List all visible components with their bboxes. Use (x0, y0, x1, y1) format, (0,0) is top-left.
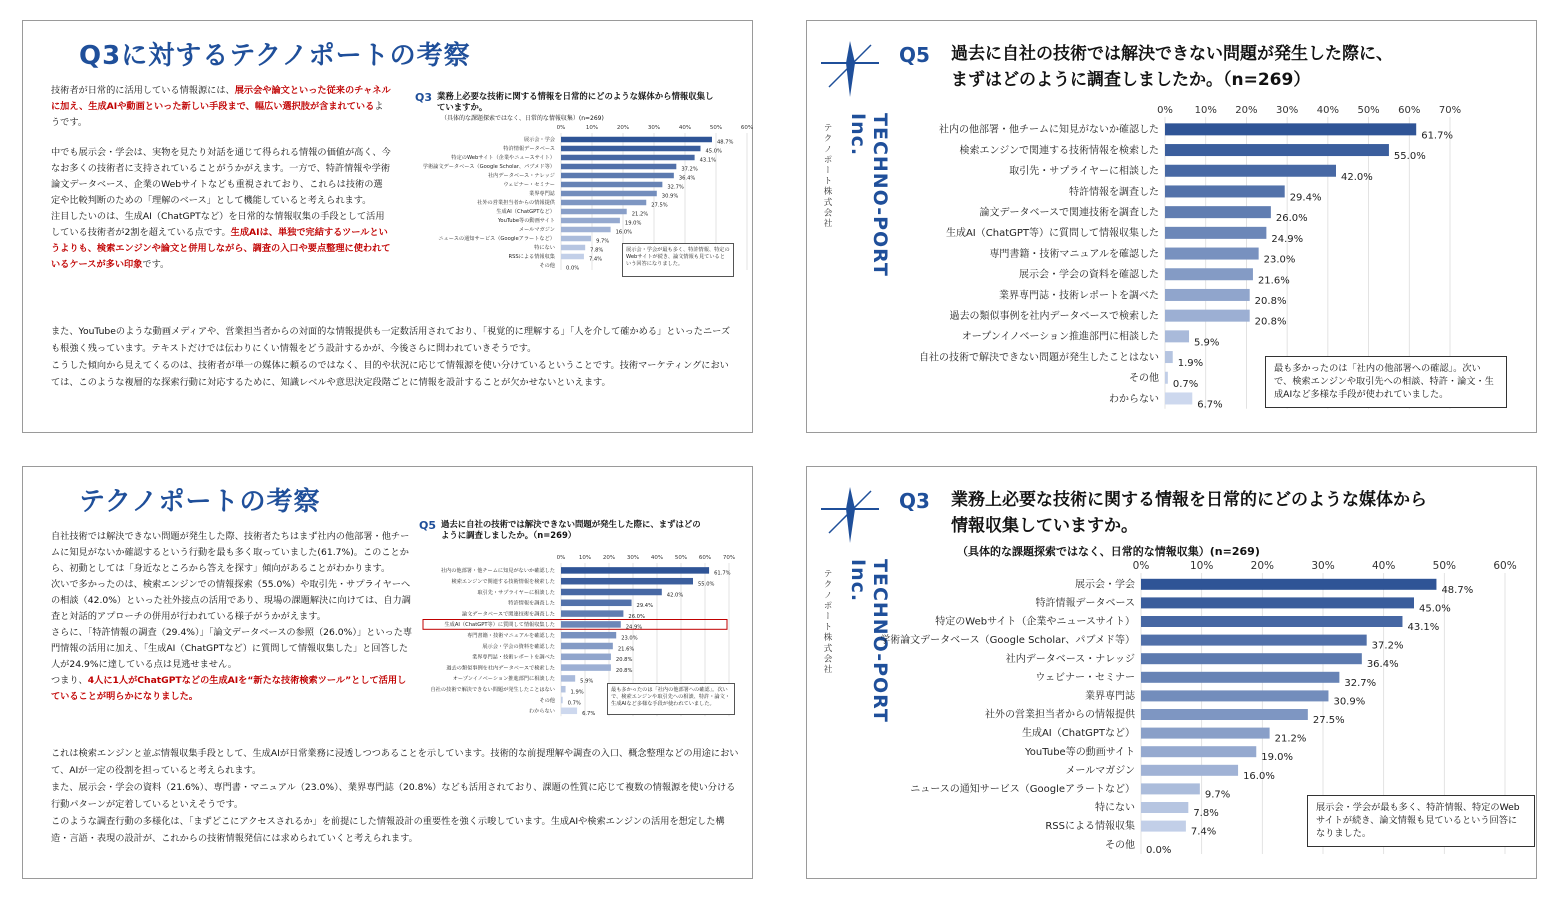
question-line: 過去に自社の技術では解決できない問題が発生した際に、 (951, 44, 1393, 64)
question-line: 業務上必要な技術に関する情報を日常的にどのような媒体から (951, 490, 1427, 510)
bar (561, 137, 712, 143)
category-label: 特定のWebサイト（企業やニュースサイト） (451, 155, 555, 162)
bar (1141, 579, 1436, 590)
bar (561, 610, 623, 617)
bar (561, 146, 701, 152)
category-label: 特定のWebサイト（企業やニュースサイト） (935, 616, 1135, 628)
data-label: 29.4% (1289, 192, 1322, 204)
tick-label: 0% (556, 555, 566, 561)
category-label: 社外の営業担当者からの情報提供 (985, 709, 1135, 721)
question-text (951, 41, 1393, 93)
analysis-text-top (51, 529, 413, 705)
tick-label: 10% (585, 125, 599, 131)
paragraph: このような調査行動の多様化は、「まずどこにアクセスされるか」を前提にした情報設計の重要性を強く示唆しています。生成AIや検索エンジンの活用を想定した構造・言語・表現の設計が、これからの技術情報発信には求められていくと考えられます。 (51, 816, 725, 844)
bar (561, 600, 632, 607)
data-label: 27.5% (651, 202, 668, 209)
tick-label: 60% (1493, 560, 1517, 572)
tick-label: 30% (626, 555, 640, 561)
category-label: わからない (529, 708, 555, 715)
data-label: 19.0% (624, 220, 642, 227)
bar (1141, 728, 1270, 739)
analysis-text-bottom (51, 745, 739, 847)
text-run: です。 (142, 259, 170, 270)
bar (561, 245, 585, 251)
tick-label: 60% (698, 555, 712, 561)
mini-note-box: 最も多かったのは「社内の他部署への確認」。次いで、検索エンジンや取引先への相談、特許・論文・生成AIなど多様な手段が使われていました。 (607, 683, 735, 715)
bar (561, 708, 577, 715)
data-label: 21.2% (1274, 733, 1307, 745)
bar (1165, 351, 1173, 363)
bar (1165, 123, 1416, 135)
data-label: 7.8% (1193, 808, 1219, 819)
data-label: 7.8% (590, 247, 604, 254)
question-number: Q3 (899, 489, 930, 513)
data-label: 42.0% (1341, 171, 1373, 183)
tick-label: 20% (602, 555, 616, 561)
logo-subtext: テクノポート株式会社 (822, 123, 832, 229)
data-label: 1.9% (570, 689, 584, 696)
bar (1165, 165, 1336, 177)
bar (561, 567, 709, 574)
text-run: ようです。 (51, 101, 384, 128)
data-label: 20.8% (615, 657, 633, 664)
tick-label: 40% (1371, 560, 1396, 572)
tick-label: 50% (709, 125, 723, 131)
data-label: 16.0% (1243, 770, 1275, 782)
bar (561, 155, 695, 161)
category-label: ニュースの通知サービス（Googleアラートなど） (438, 236, 555, 243)
slide-q3-analysis (22, 20, 753, 433)
page-title: テクノポートの考察 (79, 487, 321, 517)
bar (1141, 690, 1328, 701)
question-number: Q5 (899, 43, 930, 67)
slide-q5-analysis (22, 466, 753, 879)
tick-label: 50% (1357, 105, 1380, 116)
data-label: 20.8% (1254, 316, 1287, 328)
data-label: 24.9% (1271, 233, 1304, 245)
category-label: RSSによる情報収集 (508, 254, 555, 261)
bar (1141, 765, 1238, 776)
bar (1141, 802, 1188, 813)
paragraph: 自社技術では解決できない問題が発生した際、技術者たちはまず社内の他部署・他チームに知見がないか確認するという行動を最も多く取っていました(61.7%)。このことから、初動としては「身近なところから答えを探す」傾向があることがわかります。 (51, 531, 410, 574)
category-label: 特にない (1095, 802, 1135, 814)
data-label: 30.9% (1333, 696, 1366, 708)
highlight-text: 生成AIは、単独で完結するツールというよりも、検索エンジンや論文と併用しながら、調査の入口や要点整理に使われているケースが多い印象 (51, 227, 391, 270)
bar (1165, 206, 1271, 218)
data-label: 0.7% (567, 700, 581, 707)
bar (1141, 597, 1414, 608)
bar (561, 632, 616, 639)
logo-text: TECHNO-PORT Inc. (847, 559, 891, 723)
page-title: Q3に対するテクノポートの考察 (79, 41, 471, 71)
data-label: 19.0% (1261, 752, 1294, 764)
tick-label: 10% (1194, 105, 1217, 116)
tick-label: 10% (1189, 560, 1214, 572)
bar (561, 621, 621, 628)
text-run: 注目したいのは、生成AI（ChatGPTなど）を日常的な情報収集の手段として活用している技術者が2割を超えている点です。 (51, 211, 385, 238)
paragraph: こうした傾向から見えてくるのは、技術者が単一の媒体に頼るのではなく、目的や状況に応じて情報源を使い分けているということです。技術マーケティングにおいては、このような複層的な探索行動に対応するために、知識レベルや意思決定段階ごとに情報を設計することが欠かせないといえます。 (51, 360, 729, 388)
tick-label: 30% (647, 125, 661, 131)
data-label: 43.1% (1407, 622, 1440, 633)
mini-chart-q3 (415, 91, 754, 313)
bar (561, 182, 662, 188)
category-label: その他 (539, 697, 555, 704)
tick-label: 30% (1276, 105, 1299, 116)
bar (1141, 672, 1339, 683)
data-label: 20.8% (1254, 295, 1287, 307)
category-label: 特許情報を調査した (508, 600, 555, 607)
category-label: 社外の営業担当者からの情報提供 (477, 200, 555, 207)
data-label: 6.7% (1197, 399, 1223, 411)
bar (1141, 746, 1256, 757)
bar (561, 173, 674, 179)
bar (561, 164, 676, 170)
data-label: 9.7% (596, 238, 610, 245)
bar (561, 654, 611, 661)
tick-label: 50% (674, 555, 688, 561)
tick-label: 70% (1438, 105, 1462, 116)
category-label: 取引先・サプライヤーに相談した (477, 589, 555, 596)
data-label: 48.7% (716, 139, 734, 146)
data-label: 30.9% (661, 193, 679, 200)
bar (561, 254, 584, 260)
mini-question-text: 業務上必要な技術に関する情報を日常的にどのような媒体から情報収集していますか。 (437, 91, 714, 112)
paragraph: さらに、「特許情報の調査（29.4%）」「論文データベースの参照（26.0%）」といった専門情報の活用に加え、「生成AI（ChatGPTなど）に質問して情報収集した」と回答した人が24.9%に達している点は見逃せません。 (51, 627, 413, 670)
paragraph (51, 83, 391, 131)
data-label: 21.6% (617, 646, 635, 653)
paragraph: また、YouTubeのような動画メディアや、営業担当者からの対面的な情報提供も一定数活用されており、「視覚的に理解する」「人を介して確かめる」といったニーズも根強く残っています。テキストだけでは伝わりにくい情報をどう設計するかが、今後さらに問われていきそうです。 (51, 326, 731, 354)
tick-label: 40% (1316, 105, 1339, 116)
category-label: メールマガジン (1065, 765, 1135, 777)
category-label: YouTube等の動画サイト (1025, 746, 1135, 758)
category-label: 専門書籍・技術マニュアルを確認した (989, 248, 1159, 260)
data-label: 5.9% (580, 678, 594, 685)
paragraph: 中でも展示会・学会は、実物を見たり対話を通じて得られる情報の価値が高く、今なお多くの技術者に支持されていることがうかがえます。一方で、特許情報や学術論文データベース、企業のWebサイトなども重視されており、これらは技術の選定や比較判断のための「理解のベース」として機能していると考えられます。 (51, 147, 391, 206)
tick-label: 0% (556, 125, 566, 131)
category-label: わからない (1109, 393, 1159, 405)
category-label: 業界専門誌 (1085, 690, 1135, 702)
question-line: 情報収集していますか。 (951, 516, 1138, 536)
category-label: 特許情報データベース (1035, 597, 1135, 609)
tick-label: 0% (1132, 560, 1150, 572)
category-label: 社内の他部署・他チームに知見がないか確認した (939, 124, 1159, 136)
data-label: 5.9% (1194, 337, 1220, 349)
bar (1165, 227, 1266, 239)
data-label: 16.0% (615, 229, 633, 236)
bar (561, 643, 613, 650)
bar (561, 686, 566, 693)
data-label: 21.2% (631, 211, 649, 218)
category-label: 特にない (534, 245, 555, 252)
data-label: 61.7% (1421, 130, 1453, 142)
bar (561, 664, 611, 671)
bar (561, 191, 657, 197)
bar (1165, 372, 1168, 384)
question-text (951, 487, 1427, 539)
bar (1141, 709, 1308, 720)
bar (561, 227, 611, 233)
analysis-text-top (51, 83, 391, 273)
category-label: その他 (1129, 373, 1159, 385)
category-label: 特許情報データベース (503, 146, 555, 153)
data-label: 9.7% (1204, 789, 1231, 801)
category-label: その他 (1105, 839, 1135, 851)
logo-text: TECHNO-PORT Inc. (847, 113, 891, 277)
category-label: 生成AI（ChatGPTなど） (1021, 728, 1135, 740)
category-label: 検索エンジンで関連する技術情報を検索した (959, 145, 1159, 157)
bar (1165, 185, 1285, 197)
data-label: 7.4% (588, 256, 603, 263)
data-label: 55.0% (698, 581, 715, 588)
category-label: 自社の技術で解決できない問題が発生したことはない (430, 687, 555, 694)
category-label: 過去の類似事例を社内データベースで検索した (949, 311, 1159, 323)
highlight-text: 展示会や論文といった従来のチャネルに加え、生成AIや動画といった新しい手段まで、幅広い選択肢が含まれている (51, 85, 391, 112)
tick-label: 50% (1432, 560, 1457, 572)
category-label: 展示会・学会 (523, 137, 555, 144)
bar (561, 236, 591, 242)
bar (561, 218, 620, 224)
slide-q3-chart (806, 466, 1537, 879)
paragraph (51, 209, 391, 273)
category-label: 展示会・学会 (1075, 579, 1135, 591)
bar (1165, 289, 1250, 301)
analysis-text-bottom (51, 323, 731, 391)
data-label: 26.0% (628, 613, 645, 620)
tick-label: 20% (1250, 560, 1275, 572)
bar (1165, 330, 1189, 342)
data-label: 27.5% (1312, 715, 1345, 726)
bar (1141, 783, 1200, 794)
category-label: 過去の類似事例を社内データベースで検索した (446, 665, 555, 672)
data-label: 29.4% (636, 603, 654, 610)
data-label: 21.6% (1257, 275, 1290, 287)
bar (1141, 616, 1402, 627)
category-label: ニュースの通知サービス（Googleアラートなど） (910, 783, 1135, 795)
slide-q5-chart (806, 20, 1537, 433)
data-label: 36.4% (1366, 659, 1399, 671)
paragraph: また、展示会・学会の資料（21.6%）、専門書・マニュアル（23.0%）、業界専門誌（20.8%）なども活用されており、課題の性質に応じて複数の情報源を使い分ける行動パターンが定着しているといえそうです。 (51, 782, 736, 810)
bar (1165, 248, 1259, 260)
category-label: ウェビナー・セミナー (503, 182, 555, 189)
tick-label: 10% (578, 555, 592, 561)
category-label: 学術論文データベース（Google Scholar、パブメド等） (422, 164, 555, 171)
category-label: 業界専門誌・技術レポートを調べた (999, 290, 1159, 302)
category-label: 生成AI（ChatGPTなど） (496, 209, 555, 216)
text-run: つまり、 (51, 675, 88, 686)
bar (561, 209, 627, 215)
mini-question-number: Q3 (415, 91, 433, 104)
category-label: 展示会・学会の資料を確認した (482, 643, 555, 650)
tick-label: 0% (1157, 105, 1173, 116)
data-label: 48.7% (1441, 584, 1474, 596)
category-label: オープンイノベーション推進部門に相談した (452, 676, 555, 683)
data-label: 23.0% (621, 635, 638, 642)
bar (561, 589, 662, 596)
category-label: 専門書籍・技術マニュアルを確認した (467, 633, 555, 640)
question-subtitle: （具体的な課題探索ではなく、日常的な情報収集）(n=269) (957, 545, 1260, 558)
data-label: 23.0% (1263, 254, 1296, 266)
text-run: 技術者が日常的に活用している情報源には、 (51, 85, 235, 96)
data-label: 45.0% (705, 148, 722, 155)
category-label: 社内の他部署・他チームに知見がないか確認した (440, 568, 555, 575)
paragraph (51, 673, 413, 705)
data-label: 26.0% (1275, 213, 1308, 225)
data-label: 61.7% (714, 570, 731, 577)
category-label: 展示会・学会の資料を確認した (1019, 269, 1159, 281)
mini-question-number: Q5 (419, 519, 437, 532)
category-label: ウェビナー・セミナー (1035, 672, 1135, 684)
bar (561, 697, 563, 704)
mini-chart-q5 (419, 519, 744, 719)
category-label: 取引先・サプライヤーに相談した (1009, 166, 1159, 178)
data-label: 6.7% (582, 711, 596, 718)
category-label: 社内データベース・ナレッジ (487, 173, 555, 180)
bar (1141, 821, 1186, 832)
bar (1165, 310, 1250, 322)
data-label: 24.9% (625, 624, 643, 631)
data-label: 1.9% (1177, 358, 1204, 370)
bar (1141, 653, 1362, 664)
category-label: YouTube等の動画サイト (497, 218, 555, 225)
tick-label: 60% (1398, 105, 1421, 116)
tick-label: 20% (1235, 105, 1258, 116)
data-label: 37.2% (681, 166, 698, 173)
category-label: 業界専門誌 (529, 191, 555, 198)
paragraph: これは検索エンジンと並ぶ情報収集手段として、生成AIが日常業務に浸透しつつあることを示しています。技術的な前提理解や調査の入口、概念整理などの用途において、AIが一定の役割を担っていると考えられます。 (51, 748, 739, 776)
mini-subtitle: （具体的な課題探索ではなく、日常的な情報収集）(n=269) (441, 115, 604, 122)
tick-label: 30% (1311, 560, 1335, 572)
data-label: 37.2% (1371, 640, 1404, 652)
paragraph: 次いで多かったのは、検索エンジンでの情報探索（55.0%）や取引先・サプライヤーへの相談（42.0%）といった社外接点の活用であり、現場の課題解決に向けては、自力調査と対話的アプローチの併用が行われている様子がうかがえます。 (51, 579, 411, 622)
category-label: 生成AI（ChatGPT等）に質問して情報収集した (444, 622, 555, 629)
category-label: 学術論文データベース（Google Scholar、パブメド等） (880, 635, 1135, 647)
logo-mark-icon (817, 481, 887, 551)
category-label: 生成AI（ChatGPT等）に質問して情報収集した (945, 228, 1159, 240)
category-label: メールマガジン (518, 227, 555, 234)
summary-note-box: 最も多かったのは「社内の他部署への確認」。次いで、検索エンジンや取引先への相談、特許・論文・生成AIなど多様な手段が使われていました。 (1265, 356, 1507, 408)
data-label: 36.4% (678, 175, 696, 182)
bar (561, 200, 646, 206)
category-label: その他 (539, 263, 555, 270)
mini-question-text: 過去に自社の技術では解決できない問題が発生した際に、まずはどのように調査しましたか。（n=269） (441, 519, 701, 540)
data-label: 0.7% (1172, 378, 1199, 390)
data-label: 7.4% (1190, 826, 1217, 838)
bar (1141, 635, 1367, 646)
highlight-text: 4人に1人がChatGPTなどの生成AIを“新たな技術検索ツール”として活用していることが明らかになりました。 (51, 675, 407, 702)
data-label: 42.0% (666, 592, 684, 599)
data-label: 43.1% (699, 157, 717, 164)
category-label: オープンイノベーション推進部門に相談した (961, 331, 1159, 343)
category-label: 論文データベースで関連技術を調査した (461, 611, 555, 618)
mini-bar-chart (415, 123, 754, 313)
data-label: 32.7% (1344, 677, 1377, 689)
category-label: 自社の技術で解決できない問題が発生したことはない (919, 352, 1159, 364)
mini-note-box: 展示会・学会が最も多く、特許情報、特定のWebサイトが続き、論文情報も見ているという回答になりました。 (622, 243, 734, 277)
data-label: 32.7% (667, 184, 684, 191)
data-label: 0.0% (1146, 845, 1172, 857)
logo-mark-icon (817, 35, 887, 105)
tick-label: 20% (616, 125, 630, 131)
question-line: まずはどのように調査しましたか。（n=269） (951, 70, 1311, 90)
data-label: 45.0% (1419, 603, 1451, 615)
tick-label: 40% (678, 125, 692, 131)
bar (561, 675, 575, 682)
tick-label: 40% (650, 555, 664, 561)
category-label: 検索エンジンで関連する技術情報を検索した (451, 579, 555, 586)
tick-label: 60% (740, 125, 754, 131)
category-label: 業界専門誌・技術レポートを調べた (471, 654, 555, 661)
bar (1165, 392, 1192, 404)
bar (1165, 144, 1389, 156)
category-label: 社内データベース・ナレッジ (1005, 653, 1135, 665)
bar (561, 578, 693, 585)
summary-note-box: 展示会・学会が最も多く、特許情報、特定のWebサイトが続き、論文情報も見ているという回答になりました。 (1307, 795, 1535, 847)
category-label: 論文データベースで関連技術を調査した (979, 207, 1159, 219)
logo-subtext: テクノポート株式会社 (822, 569, 832, 675)
category-label: RSSによる情報収集 (1045, 821, 1135, 833)
bar (1165, 268, 1253, 280)
category-label: 特許情報を調査した (1069, 186, 1159, 198)
data-label: 20.8% (615, 667, 633, 674)
data-label: 55.0% (1393, 151, 1426, 163)
data-label: 0.0% (566, 265, 580, 272)
tick-label: 70% (722, 555, 736, 561)
